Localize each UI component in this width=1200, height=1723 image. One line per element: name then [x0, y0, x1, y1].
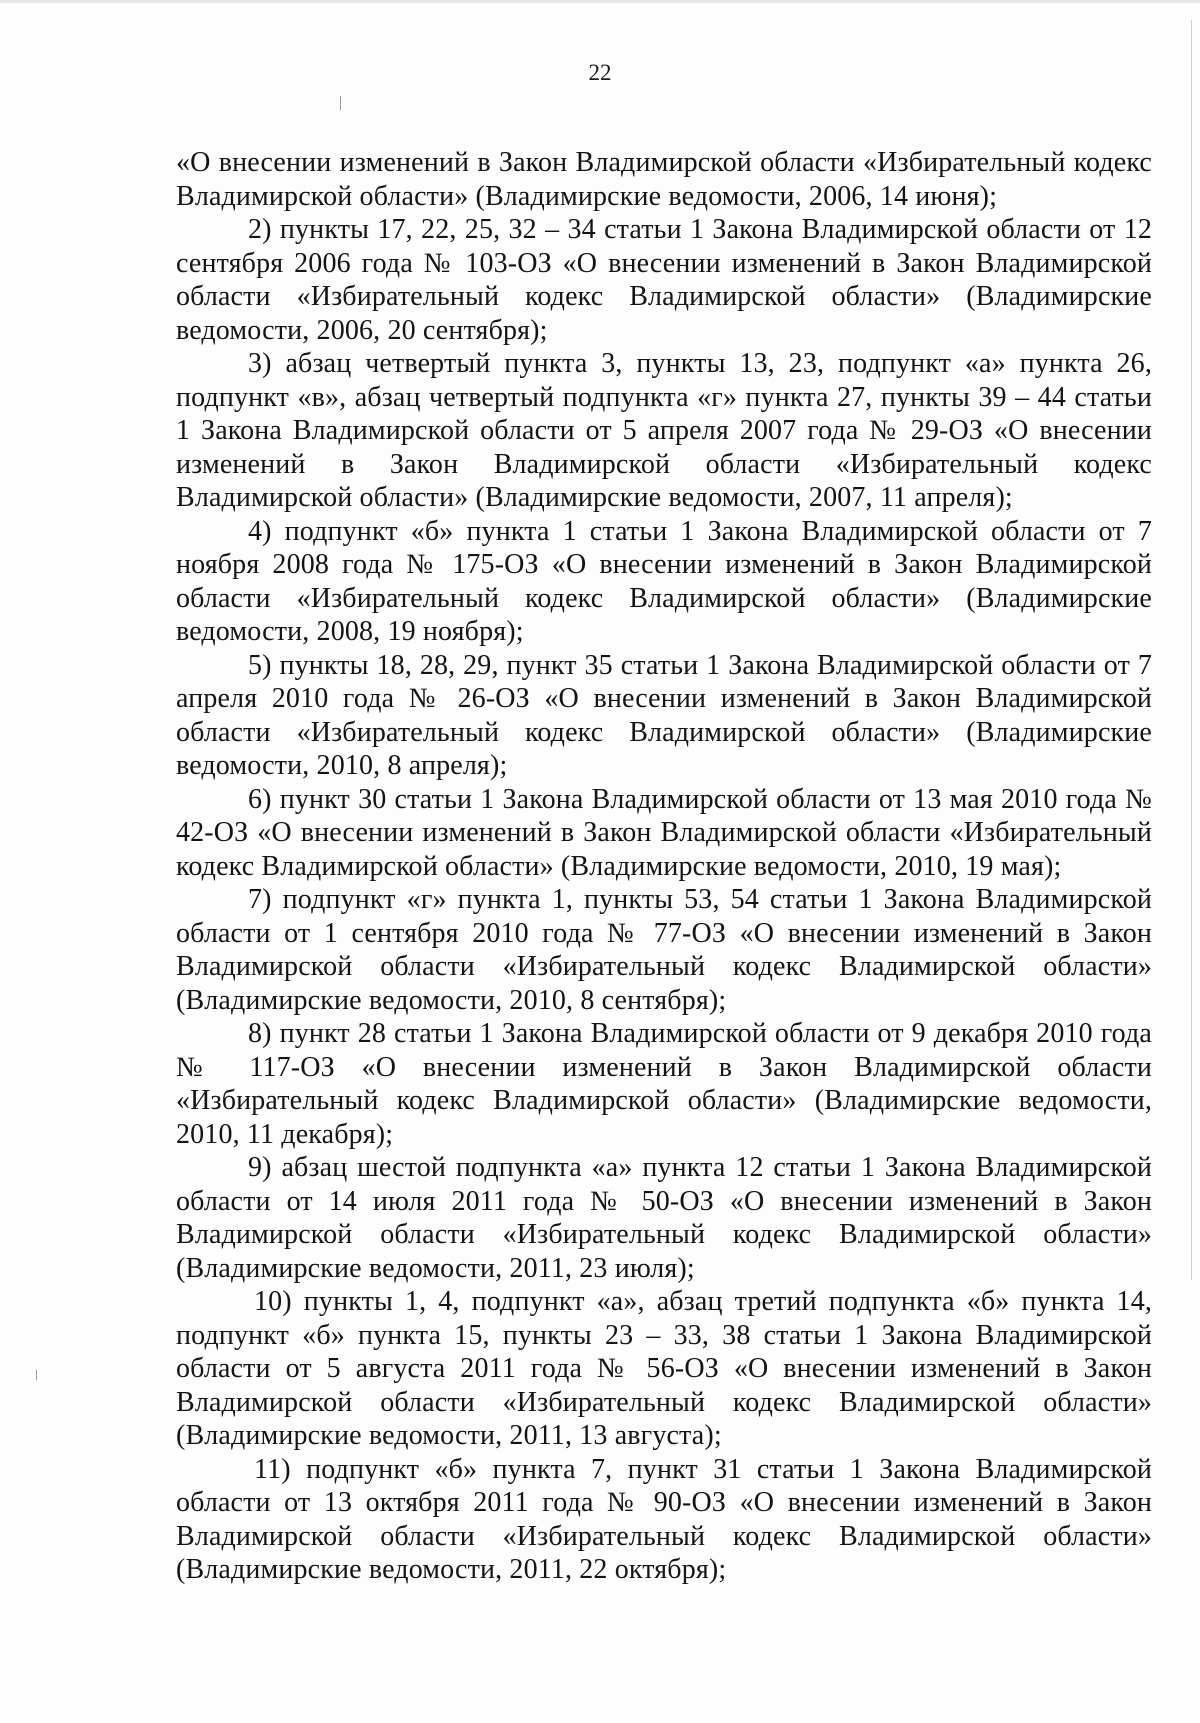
- scan-edge-right: [1191, 20, 1192, 1280]
- list-item: 3) абзац четвертый пункта 3, пункты 13, 23, подпункт «а» пункта 26, подпункт «в», абзац четвертый подпункта «г» пункта 27, пункты 39 – 44 статьи 1 Закона Владимирской области от 5 апреля 2007 года № 29-ОЗ «О внесении изменений в Закон Владимирской области «Избирательный кодекс Владимирской области» (Владимирские ведомости, 2007, 11 апреля);: [176, 348, 1152, 513]
- list-item: 5) пункты 18, 28, 29, пункт 35 статьи 1 Закона Владимирской области от 7 апреля 2010 года № 26-ОЗ «О внесении изменений в Закон Владимирской области «Избирательный кодекс Владимирской области» (Владимирские ведомости, 2010, 8 апреля);: [176, 649, 1152, 781]
- list-item: 4) подпункт «б» пункта 1 статьи 1 Закона Владимирской области от 7 ноября 2008 года № 175-ОЗ «О внесении изменений в Закон Владимирской области «Избирательный кодекс Владимирской области» (Владимирские ведомости, 2008, 19 ноября);: [176, 515, 1152, 647]
- list-item: 2) пункты 17, 22, 25, 32 – 34 статьи 1 Закона Владимирской области от 12 сентября 2006 года № 103-ОЗ «О внесении изменений в Закон Владимирской области «Избирательный кодекс Владимирской области» (Владимирские ведомости, 2006, 20 сентября);: [176, 214, 1152, 346]
- list-item: 10) пункты 1, 4, подпункт «а», абзац третий подпункта «б» пункта 14, подпункт «б» пункта 15, пункты 23 – 33, 38 статьи 1 Закона Владимирской области от 5 августа 2011 года № 56-ОЗ «О внесении изменений в Закон Владимирской области «Избирательный кодекс Владимирской области» (Владимирские ведомости, 2011, 13 августа);: [176, 1286, 1152, 1451]
- list-item: 8) пункт 28 статьи 1 Закона Владимирской области от 9 декабря 2010 года № 117-ОЗ «О внесении изменений в Закон Владимирской области «Избирательный кодекс Владимирской области» (Владимирские ведомости, 2010, 11 декабря);: [176, 1018, 1152, 1150]
- list-item: 6) пункт 30 статьи 1 Закона Владимирской области от 13 мая 2010 года № 42-ОЗ «О внесении изменений в Закон Владимирской области «Избирательный кодекс Владимирской области» (Владимирские ведомости, 2010, 19 мая);: [176, 783, 1152, 882]
- list-item: 9) абзац шестой подпункта «а» пункта 12 статьи 1 Закона Владимирской области от 14 июля 2011 года № 50-ОЗ «О внесении изменений в Закон Владимирской области «Избирательный кодекс Владимирской области» (Владимирские ведомости, 2011, 23 июля);: [176, 1152, 1152, 1284]
- list-item: 7) подпункт «г» пункта 1, пункты 53, 54 статьи 1 Закона Владимирской области от 1 сентября 2010 года № 77-ОЗ «О внесении изменений в Закон Владимирской области «Избирательный кодекс Владимирской области» (Владимирские ведомости, 2010, 8 сентября);: [176, 884, 1152, 1016]
- scan-speck: [36, 1370, 37, 1380]
- scan-edge-top: [0, 0, 1200, 3]
- document-body: [176, 146, 1152, 1587]
- scan-speck: [340, 96, 341, 110]
- paragraph-continuation: «О внесении изменений в Закон Владимирской области «Избирательный кодекс Владимирской области» (Владимирские ведомости, 2006, 14 июня);: [176, 147, 1152, 212]
- list-item: 11) подпункт «б» пункта 7, пункт 31 статьи 1 Закона Владимирской области от 13 октября 2011 года № 90-ОЗ «О внесении изменений в Закон Владимирской области «Избирательный кодекс Владимирской области» (Владимирские ведомости, 2011, 22 октября);: [176, 1453, 1152, 1585]
- page-number: 22: [588, 60, 612, 85]
